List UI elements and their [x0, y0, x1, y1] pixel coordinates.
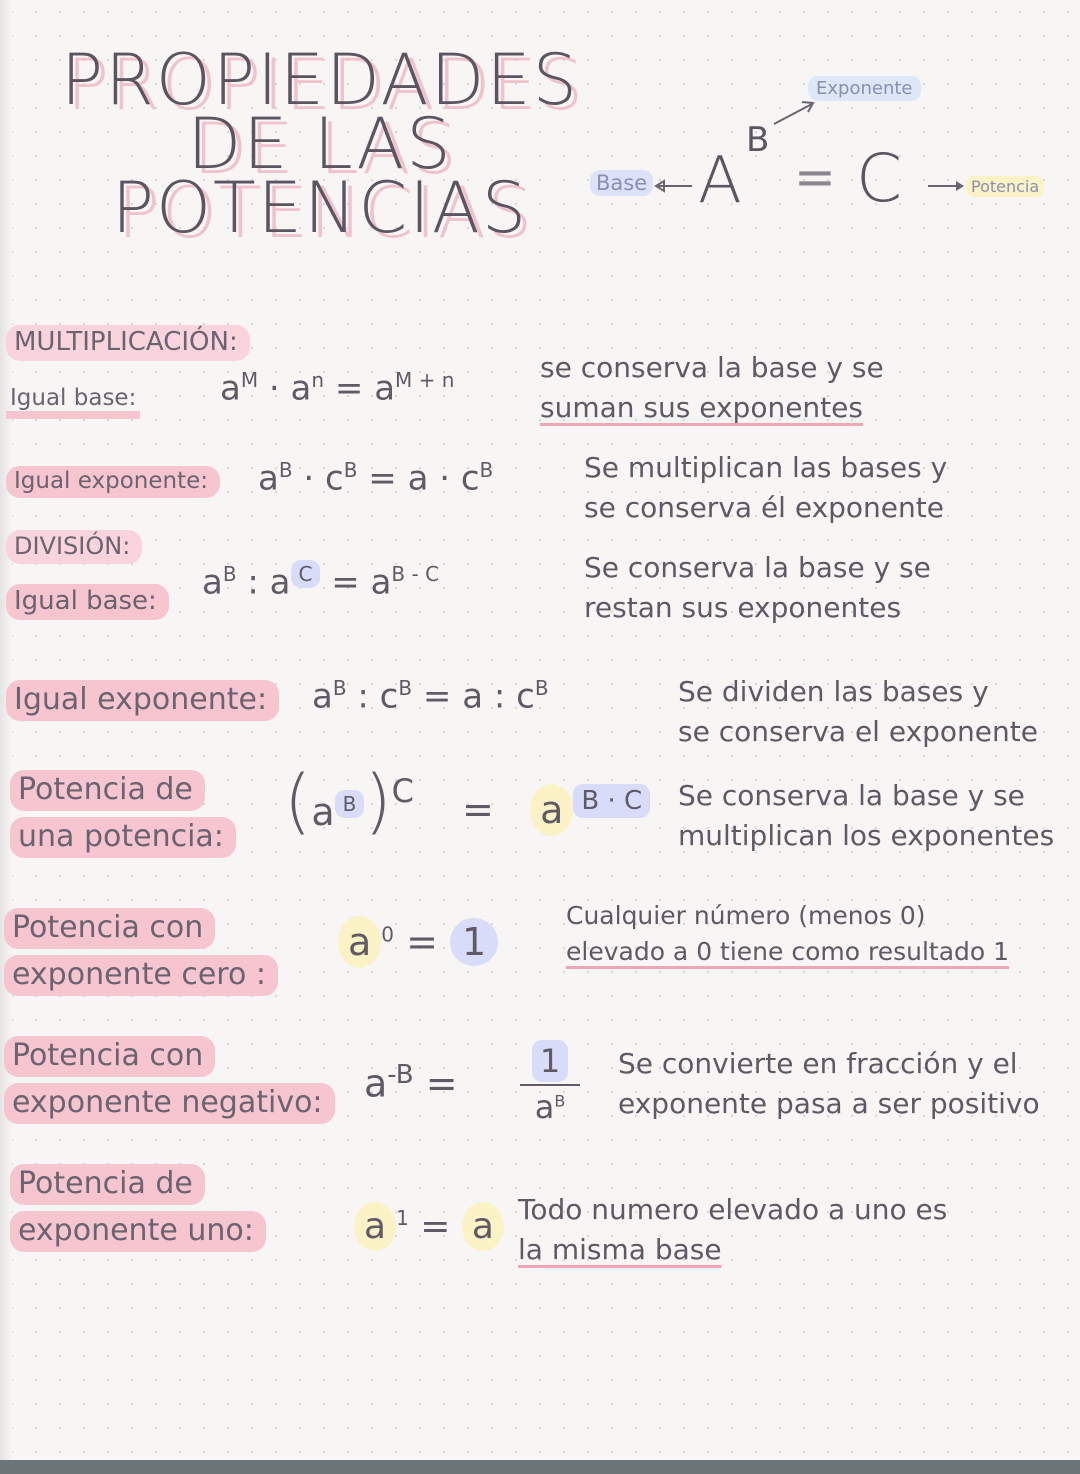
exp-neg-formula	[364, 1060, 458, 1106]
formula-base: a	[312, 676, 333, 717]
dot-operator: ·	[303, 458, 326, 499]
formula-base: a	[354, 1202, 396, 1251]
equals-operator: =	[406, 920, 451, 964]
formula-exp: B	[479, 458, 494, 482]
exp-uno-desc	[518, 1190, 947, 1270]
equals-operator: =	[425, 1061, 458, 1106]
pot-de-pot-label	[10, 770, 236, 858]
formula-base: a	[374, 368, 396, 409]
desc-line: Todo numero elevado a uno es	[518, 1193, 948, 1226]
formula-base: a	[269, 562, 291, 603]
formula-rhs: a · c	[407, 458, 480, 499]
desc-line: restan sus exponentes	[584, 591, 902, 624]
mult-igual-base-label: Igual base:	[6, 385, 140, 419]
exp-cero-label	[4, 908, 278, 996]
exp-neg-label	[4, 1036, 335, 1124]
label-line: Potencia con	[4, 1036, 215, 1077]
label-line: una potencia:	[10, 817, 236, 858]
equals-operator: =	[331, 562, 371, 603]
desc-line: se conserva el exponente	[678, 715, 1038, 748]
formula-base: c	[325, 458, 344, 499]
desc-line: Se conserva la base y se	[584, 551, 931, 584]
title-line-2: DE LAS	[187, 103, 453, 185]
formula-exp: n	[311, 368, 325, 392]
equals-operator: =	[334, 368, 375, 409]
dot-operator: ·	[268, 368, 291, 409]
formula-exp: C	[391, 772, 414, 811]
arrow-right-icon	[926, 178, 966, 194]
desc-line: Se dividen las bases y	[678, 675, 989, 708]
formula-exp: 0	[381, 922, 395, 947]
exp-cero-formula	[338, 920, 498, 964]
pot-de-pot-desc	[678, 776, 1054, 856]
page-shadow	[0, 0, 12, 1474]
arrow-icon	[770, 98, 820, 128]
equals-operator: =	[420, 1206, 462, 1247]
division-heading: DIVISIÓN:	[6, 530, 142, 564]
formula-exp: 1	[396, 1206, 409, 1230]
fraction-numerator: 1	[532, 1040, 568, 1082]
label-line: Potencia de	[10, 770, 205, 811]
diagram-equals: =	[794, 148, 836, 206]
label-line: Potencia de	[10, 1164, 205, 1205]
exponente-label: Exponente	[808, 76, 921, 101]
desc-line: elevado a 0 tiene como resultado 1	[566, 937, 1010, 966]
base-letter: A	[698, 144, 742, 218]
formula-result-exp: B - C	[391, 562, 440, 586]
formula-base: a	[534, 1088, 555, 1126]
formula-exp: B	[278, 458, 293, 482]
formula-exp: B	[534, 676, 549, 700]
formula-base: a	[290, 368, 312, 409]
title-line-3: POTENCIAS	[111, 167, 529, 249]
formula-base: a	[364, 1061, 388, 1106]
formula-base: a	[220, 368, 241, 409]
potencia-label: Potencia	[966, 176, 1044, 197]
desc-line: Cualquier número (menos 0)	[566, 901, 926, 930]
desc-line: Se multiplican las bases y	[584, 451, 948, 484]
formula-exp: B	[343, 458, 358, 482]
formula-exp: B	[398, 676, 413, 700]
div-igual-exp-desc	[678, 672, 1038, 752]
page-edge	[0, 1460, 1080, 1474]
desc-line: la misma base	[518, 1233, 722, 1266]
desc-line: Se conserva la base y se	[678, 779, 1025, 812]
formula-exp: C	[291, 560, 321, 588]
formula-exp: M	[240, 368, 259, 392]
mult-igual-exp-desc	[584, 448, 947, 528]
fraction-bar	[520, 1084, 580, 1086]
mult-igual-exp-formula	[258, 458, 493, 498]
formula-base: a	[338, 916, 381, 968]
paren-close: )	[364, 760, 392, 842]
formula-base: a	[530, 784, 573, 836]
desc-line: se conserva él exponente	[584, 491, 944, 524]
formula-base: c	[379, 676, 399, 717]
mult-igual-base-desc	[540, 348, 884, 428]
exp-neg-desc	[618, 1044, 1040, 1124]
formula-result: a	[462, 1202, 504, 1251]
formula-result-exp: B · C	[573, 784, 650, 818]
exp-neg-fraction	[520, 1040, 580, 1126]
div-igual-base-formula	[202, 562, 439, 602]
equals-operator: =	[462, 787, 518, 832]
formula-rhs: a : c	[462, 676, 535, 717]
formula-exp: B	[332, 676, 347, 700]
formula-exp: B	[554, 1091, 566, 1111]
pot-de-pot-result	[462, 786, 650, 832]
formula-base: a	[370, 562, 392, 603]
title-line-1: PROPIEDADES	[60, 39, 580, 121]
formula-exp: B	[335, 790, 365, 818]
desc-line: Se convierte en fracción y el	[618, 1047, 1018, 1080]
desc-line: se conserva la base y se	[540, 351, 884, 384]
div-igual-base-desc	[584, 548, 931, 628]
paren-open: (	[284, 760, 312, 842]
formula-base: a	[202, 562, 223, 603]
formula-result-exp: M + n	[395, 368, 455, 392]
divide-operator: :	[357, 676, 380, 717]
exponent-diagram	[580, 70, 1060, 240]
formula-base: a	[311, 790, 335, 834]
label-line: Potencia con	[4, 908, 215, 949]
multiplicacion-heading: MULTIPLICACIÓN:	[6, 325, 250, 361]
div-igual-exp-formula	[312, 676, 549, 716]
equals-operator: =	[368, 458, 408, 499]
label-line: exponente cero :	[4, 955, 278, 996]
exp-uno-label	[10, 1164, 266, 1252]
desc-line: exponente pasa a ser positivo	[618, 1087, 1040, 1120]
arrow-left-icon	[654, 178, 694, 194]
formula-exp: B	[222, 562, 237, 586]
pot-de-pot-formula	[284, 760, 414, 842]
label-line: exponente negativo:	[4, 1083, 335, 1124]
divide-operator: :	[247, 562, 270, 603]
exp-uno-formula	[354, 1206, 504, 1247]
formula-base: a	[258, 458, 279, 499]
formula-result: 1	[450, 918, 498, 966]
equals-operator: =	[422, 676, 463, 717]
page-title	[40, 39, 600, 249]
mult-igual-base-formula	[220, 368, 454, 408]
label-line: exponente uno:	[10, 1211, 266, 1252]
desc-line: suman sus exponentes	[540, 391, 863, 424]
div-igual-base-label: Igual base:	[6, 584, 169, 620]
desc-line: multiplican los exponentes	[678, 819, 1055, 852]
fraction-denominator	[520, 1088, 580, 1126]
base-label: Base	[590, 170, 653, 196]
exp-cero-desc	[566, 898, 1009, 970]
formula-exp: -B	[387, 1060, 414, 1090]
result-letter: C	[856, 140, 903, 217]
div-igual-exp-label: Igual exponente:	[6, 680, 279, 721]
mult-igual-exp-label: Igual exponente:	[6, 466, 220, 498]
exponent-letter: B	[746, 120, 770, 160]
